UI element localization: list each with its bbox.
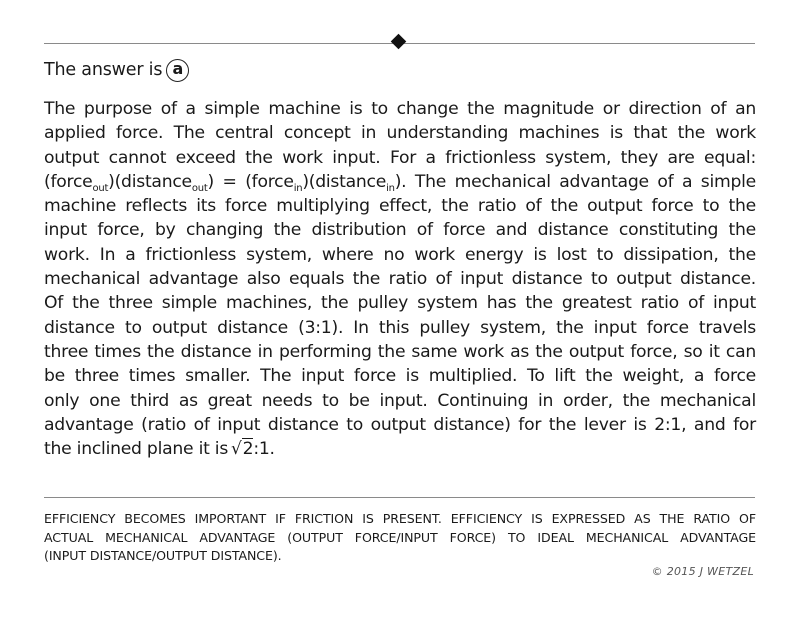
- note-line: ACTUAL MECHANICAL ADVANTAGE (OUTPUT FORCE/INPUT FORCE) TO IDEAL MECHANICAL ADVANTAGE: [44, 529, 756, 545]
- formula-subscript: in: [386, 182, 395, 194]
- explanation-line: only one third as great needs to be input. Continuing in order, the mechanical: [44, 390, 756, 411]
- explanation-line-last: [44, 437, 756, 461]
- formula-subscript: in: [293, 182, 303, 194]
- explanation-line: mechanical advantage also equals the ratio of input distance to output distance.: [44, 269, 756, 290]
- answer-prefix: The answer is: [44, 60, 163, 80]
- explanation-line: input force, by changing the distribution of force and distance constituting the: [44, 220, 756, 241]
- note-line: EFFICIENCY BECOMES IMPORTANT IF FRICTION IS PRESENT. EFFICIENCY IS EXPRESSED AS THE RATIO OF: [44, 511, 756, 526]
- explanation-line: Of the three simple machines, the pulley system has the greatest ratio of input: [44, 293, 756, 314]
- formula-subscript: out: [191, 182, 208, 194]
- explanation-line: The purpose of a simple machine is to change the magnitude or direction of an: [44, 99, 756, 119]
- formula-text: (force: [44, 171, 93, 192]
- explanation-line-formula: [44, 170, 756, 194]
- answer-choice-badge: a: [166, 59, 189, 82]
- explanation-line: work. In a frictionless system, where no work energy is lost to dissipation, the: [44, 244, 756, 265]
- formula-text: ) = (force: [207, 171, 294, 192]
- copyright-notice: © 2015 J WETZEL: [651, 565, 754, 578]
- explanation-line: distance to output distance (3:1). In this pulley system, the input force travels: [44, 317, 756, 338]
- answer-line: [44, 57, 189, 83]
- diamond-ornament-icon: [391, 34, 407, 50]
- efficiency-note: [44, 510, 756, 566]
- explanation-line: three times the distance in performing the same work as the output force, so it can: [44, 341, 756, 362]
- square-root-icon: √: [231, 439, 242, 460]
- explanation-line: output cannot exceed the work input. For a frictionless system, they are equal:: [44, 147, 756, 168]
- last-line-suffix: :1.: [253, 439, 275, 460]
- explanation-line: be three times smaller. The input force is multiplied. To lift the weight, a force: [44, 366, 756, 387]
- explanation-paragraph: [44, 97, 756, 461]
- formula-text: ). The mechanical advantage of a simple: [394, 171, 756, 192]
- square-root-expression: [231, 437, 253, 461]
- explanation-line: applied force. The central concept in understanding machines is that the work: [44, 123, 756, 144]
- bottom-divider: [44, 497, 755, 498]
- formula-text: )(distance: [302, 171, 387, 192]
- explanation-line: advantage (ratio of input distance to output distance) for the lever is 2:1, and for: [44, 414, 756, 435]
- formula-text: )(distance: [108, 171, 192, 192]
- explanation-line: machine reflects its force multiplying effect, the ratio of the output force to the: [44, 196, 756, 217]
- note-line: (INPUT DISTANCE/OUTPUT DISTANCE).: [44, 548, 282, 563]
- last-line-prefix: the inclined plane it is: [44, 439, 229, 460]
- formula-subscript: out: [92, 182, 109, 194]
- square-root-argument: 2: [242, 439, 254, 460]
